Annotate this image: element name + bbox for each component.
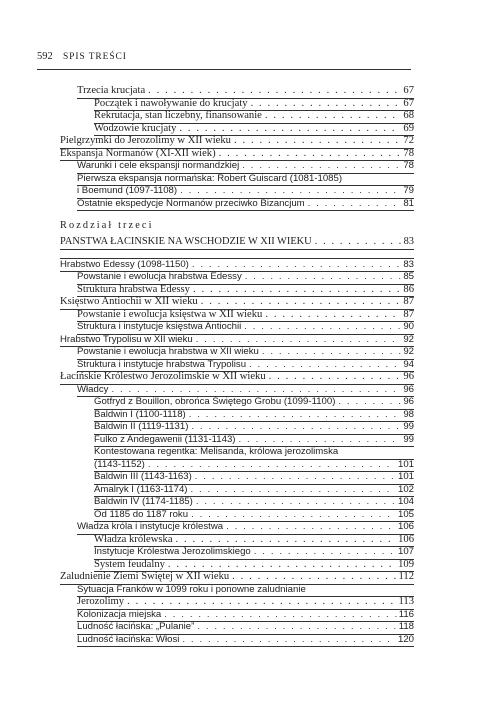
toc-entry-title: Hrabstwo Trypolisu w XII wieku [60,333,193,345]
dot-leader [176,534,397,547]
dot-leader [189,409,402,422]
toc-entry-page: 104 [397,496,414,507]
toc-entry [0,135,480,148]
dot-leader [254,546,396,559]
toc-entry-line [60,296,414,309]
dot-leader [315,236,402,249]
toc-entry-title: Księstwo Antiochii w XII wieku [60,296,198,307]
dot-leader [182,634,396,647]
toc-entry-line [77,621,414,634]
table-of-contents [0,85,480,646]
dot-leader [338,396,401,409]
dot-leader [148,85,401,98]
toc-entry-line [77,359,414,372]
dot-leader [168,559,396,572]
toc-entry-page: 120 [397,633,414,645]
toc-entry [0,371,480,384]
toc-entry-line [94,434,414,447]
toc-entry-title: Baldwin II (1119-1131) [94,421,189,432]
dot-leader [262,346,401,359]
toc-entry-title: Rekrutacja, stan liczebny, finansowanie [94,110,262,121]
toc-entry-page: 78 [403,160,414,171]
toc-entry-page: 101 [397,458,414,470]
toc-entry-page: 99 [403,421,414,432]
toc-entry-line [94,396,414,409]
toc-entry-title: Sytuacja Franków w 1099 roku i ponowne zaludnianie [77,583,306,595]
toc-entry-line [94,559,414,572]
chapter-page: 83 [403,236,414,247]
toc-entry [0,584,480,597]
dot-leader [180,185,401,198]
toc-entry-line [77,521,414,534]
toc-entry-line [77,271,414,284]
toc-entry-line [77,384,414,397]
dot-leader [192,259,401,272]
toc-entry-page: 96 [403,383,414,395]
toc-entry-page: 86 [403,283,414,295]
dot-leader [226,521,396,534]
toc-entry-title: Jerozolimy [77,596,125,607]
toc-entry-line [94,421,414,434]
chapter-label: Rozdział trzeci [60,220,154,231]
dot-leader [232,571,396,584]
toc-entry-line [94,496,414,509]
toc-entry [0,409,480,422]
toc-entry-line [77,321,414,334]
toc-entry-title: Od 1185 do 1187 roku [94,508,189,520]
toc-entry-page: 105 [397,508,414,520]
toc-entry [0,185,480,198]
toc-entry-title: Łacińskie Królestwo Jerozolimskie w XII wieku [60,371,266,382]
toc-entry [0,321,480,334]
toc-entry-title: Ludność łacińska: Włosi [77,633,180,645]
toc-entry [0,284,480,297]
toc-entry-page: 102 [397,483,414,495]
toc-entry-line [77,634,414,647]
toc-entry-title: Powstanie i ewolucja hrabstwa w XII wieku [77,346,259,357]
dot-leader [219,148,402,161]
dot-leader [245,271,402,284]
toc-entry [0,384,480,397]
toc-entry [0,484,480,497]
toc-entry-title: Kontestowana regentka: Melisanda, królowa jerozolimska [94,446,339,457]
toc-entry-title: i Boemund (1097-1108) [77,185,178,196]
toc-entry-line [94,534,414,547]
toc-entry-page: 87 [403,296,414,307]
toc-entry-title: Ekspansja Normanów (XI-XII wiek) [60,147,216,159]
dot-leader [234,135,401,148]
toc-entry-title: Powstanie i ewolucja księstwa w XII wieku [77,308,263,320]
dot-leader [191,421,401,434]
header-rule [37,69,411,70]
toc-entry-line [94,546,414,559]
toc-entry-line [77,173,414,186]
toc-entry-line [94,110,414,123]
toc-entry [0,446,480,459]
dot-leader [127,596,396,609]
dot-leader [251,98,402,111]
toc-entry-title: Instytucje Królestwa Jerozolimskiego [94,546,251,557]
toc-entry-title: Zaludnienie Ziemi Świętej w XII wieku [60,571,230,582]
toc-entry [0,521,480,534]
toc-entry-title: Fulko z Andegawenii (1131-1143) [94,433,236,445]
dot-leader [244,321,401,334]
toc-entry [0,173,480,186]
toc-entry-title: Pielgrzymki do Jerozolimy w XII wieku [60,135,231,146]
toc-entry-page: 106 [398,533,414,545]
toc-entry [0,434,480,447]
toc-entry-line [77,309,414,322]
toc-entry-line [77,160,414,173]
toc-entry-page: 96 [403,396,414,407]
entry-underline [77,646,414,647]
dot-leader [308,198,402,211]
toc-entry-title: Pierwsza ekspansja normańska: Robert Guiscard (1081-1085) [77,172,343,184]
toc-entry-page: 85 [403,271,414,282]
entry-underline [77,210,414,211]
dot-leader [191,484,396,497]
toc-entry-line [77,85,414,98]
toc-entry [0,123,480,136]
toc-entry-page: 116 [398,608,414,620]
chapter-underline [60,249,414,250]
toc-entry-title: Struktura i instytucje hrabstwa Trypolisu [77,358,247,370]
toc-entry-page: 96 [403,371,414,382]
toc-entry-page: 94 [403,358,414,370]
toc-entry [0,346,480,359]
toc-entry [0,98,480,111]
toc-entry-title: (1143-1152) [94,458,145,470]
dot-leader [249,359,401,372]
toc-entry [0,634,480,647]
toc-entry [0,110,480,123]
toc-entry-page: 99 [403,433,414,445]
dot-leader [111,384,401,397]
toc-entry-line [77,284,414,297]
toc-entry-line [94,459,414,472]
dot-leader [269,371,402,384]
toc-entry-line [60,148,414,161]
dot-leader [196,334,402,347]
toc-entry-page: 112 [398,571,414,582]
toc-entry-line [60,334,414,347]
toc-entry [0,296,480,309]
toc-entry-page: 83 [403,258,414,270]
toc-entry-title: Hrabstwo Edessy (1098-1150) [60,258,189,270]
dot-leader [265,110,402,123]
toc-entry-line [60,135,414,148]
toc-entry [0,509,480,522]
dot-leader [191,509,396,522]
toc-entry-title: Warunki i cele ekspansji normandzkiej [77,160,240,171]
toc-entry-page: 98 [403,408,414,420]
toc-entry-line [77,346,414,359]
toc-entry-line [94,98,414,111]
toc-entry-page: 79 [403,185,414,196]
dot-leader [265,309,401,322]
toc-entry [0,571,480,584]
toc-entry-title: Władza królewska [94,533,173,545]
toc-entry-page: 118 [398,621,414,632]
dot-leader [239,434,402,447]
toc-entry-page: 67 [403,97,414,109]
toc-entry-page: 87 [403,308,414,320]
toc-entry-line [94,509,414,522]
toc-entry-line [77,584,414,597]
toc-entry [0,621,480,634]
dot-leader [195,471,396,484]
running-title: SPIS TREŚCI [63,52,127,62]
toc-entry-page: 113 [398,596,414,607]
chapter-title-row [0,236,480,249]
toc-entry-title: System feudalny [94,558,165,570]
toc-entry-page: 81 [403,197,414,209]
dot-leader [197,621,396,634]
toc-entry [0,459,480,472]
toc-entry-line [94,446,414,459]
toc-entry [0,534,480,547]
toc-entry-title: Władza króla i instytucje królestwa [77,521,224,532]
toc-entry-title: Powstanie i ewolucja hrabstwa Edessy [77,271,242,282]
dot-leader [164,609,396,622]
toc-entry [0,271,480,284]
toc-entry [0,496,480,509]
toc-entry [0,160,480,173]
toc-entry-page: 109 [398,558,414,570]
toc-entry [0,396,480,409]
toc-entry [0,559,480,572]
chapter-title: PAŃSTWA ŁACIŃSKIE NA WSCHODZIE W XII WIEKU [60,236,312,247]
toc-entry-title: Wodzowie krucjaty [94,122,177,134]
toc-entry-page: 90 [403,321,414,332]
toc-entry-page: 106 [397,521,414,532]
toc-entry-line [77,609,414,622]
toc-entry-title: Amalryk I (1163-1174) [94,483,188,495]
toc-entry-line [60,259,414,272]
toc-entry-page: 107 [397,546,414,557]
toc-entry-line [94,471,414,484]
toc-entry-page: 101 [397,471,414,482]
toc-entry-line [94,409,414,422]
toc-entry-title: Kolonizacja miejska [77,608,162,620]
toc-entry-line [77,198,414,211]
toc-entry-title: Baldwin IV (1174-1185) [94,496,193,507]
dot-leader [242,160,401,173]
toc-entry [0,471,480,484]
dot-leader [193,284,401,297]
toc-entry-line [94,484,414,497]
toc-entry-line [94,123,414,136]
toc-entry-title: Baldwin I (1100-1118) [94,408,186,420]
toc-entry [0,421,480,434]
toc-entry [0,198,480,211]
toc-entry-line [60,371,414,384]
toc-entry-title: Trzecia krucjata [77,85,146,96]
toc-entry-title: Gotfryd z Bouillon, obrońca Świętego Grobu (1099-1100) [94,396,336,407]
dot-leader [179,123,401,136]
toc-entry-title: Baldwin III (1143-1163) [94,471,192,482]
toc-entry-title: Struktura hrabstwa Edessy [77,283,190,295]
toc-entry-page: 68 [403,110,414,121]
toc-entry-line [77,185,414,198]
toc-entry-title: Struktura i instytucje księstwa Antiochii [77,321,242,332]
toc-entry [0,609,480,622]
toc-entry [0,259,480,272]
toc-entry-line [77,596,414,609]
toc-entry-title: Władcy [77,383,109,395]
toc-entry-page: 92 [403,346,414,357]
toc-entry [0,148,480,161]
dot-leader [201,296,402,309]
toc-entry-page: 67 [403,85,414,96]
toc-entry-line [60,571,414,584]
toc-entry-title: Ostatnie ekspedycje Normanów przeciwko Bizancjum [77,197,305,209]
toc-entry-title: Ludność łacińska: „Pulanie” [77,621,195,632]
toc-entry-page: 78 [403,147,414,159]
chapter-label-row [0,220,480,236]
page-number: 592 [37,51,53,62]
dot-leader [148,459,396,472]
toc-entry [0,596,480,609]
dot-leader [196,496,396,509]
toc-entry-page: 92 [403,333,414,345]
toc-entry-page: 69 [403,122,414,134]
toc-entry [0,546,480,559]
toc-entry [0,359,480,372]
toc-entry-title: Początek i nawoływanie do krucjaty [94,97,248,109]
chapter-title-line [60,236,414,249]
toc-entry [0,85,480,98]
page-header [37,49,411,65]
toc-entry [0,309,480,322]
toc-entry-page: 72 [403,135,414,146]
toc-entry [0,334,480,347]
